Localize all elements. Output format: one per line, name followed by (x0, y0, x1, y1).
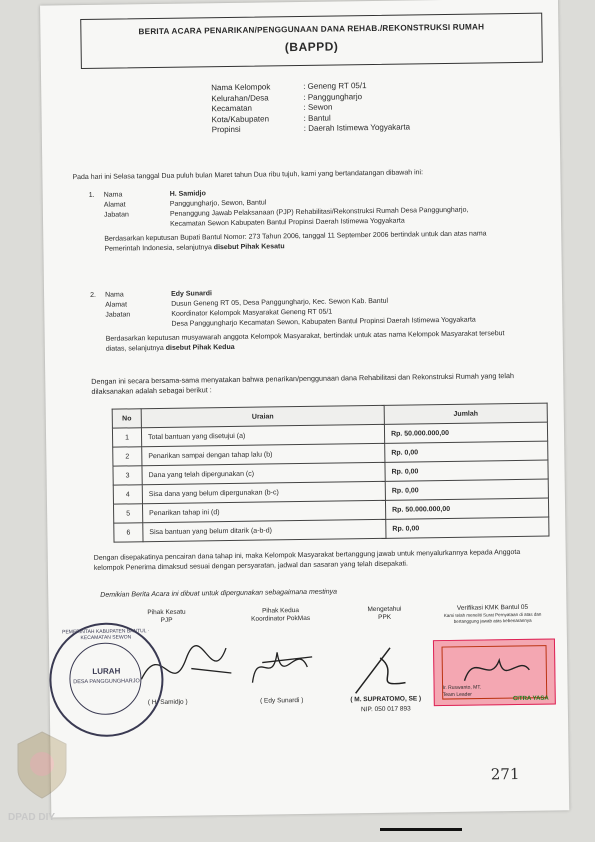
info-value: : Bantul (303, 113, 331, 123)
intro-text: Pada hari ini Selasa tanggal Dua puluh bulan Maret tahun Dua ribu tujuh, kami yang bertandatangan dibawah ini: (72, 169, 424, 182)
row-description: Total bantuan yang disetujui (a) (141, 424, 384, 446)
row-number: 2 (113, 447, 142, 466)
info-row (212, 122, 410, 135)
stamp-desa-text: DESA PANGGUNGHARJO (73, 678, 140, 686)
row-amount: Rp. 0,00 (386, 517, 549, 538)
signer-role: Verifikasi KMK Bantul 05 (456, 603, 529, 612)
title-box (80, 13, 543, 69)
signer-role: Pihak Kesatu (147, 608, 186, 617)
signer-title: PPK (378, 613, 392, 621)
company-name: CITRA YASA (512, 695, 549, 703)
party-number: 1. (88, 191, 95, 199)
verification-stamp (433, 638, 556, 706)
party-alias: disebut Pihak Kesatu (213, 243, 285, 252)
closing-paragraph: Dengan disepakatinya pencairan dana tahap ini, maka Kelompok Masyarakat bertanggung jawab untuk menyalurkannya kepada Anggota kelompok Penerima dimaksud sesuai dengan persyaratan, jadwal dan sasaran yang telah disepakati. (93, 548, 521, 572)
info-key: Kelurahan/Desa (211, 92, 269, 103)
row-amount: Rp. 0,00 (385, 460, 548, 481)
party-name: Edy Sunardi (171, 290, 212, 298)
basis-text: Berdasarkan keputusan Bupati Bantul Nomor: 273 Tahun 2006, tanggal 11 September 2006 bertindak untuk dan atas nama Pemerintah Indonesia, selanjutnya (104, 230, 487, 253)
row-number: 4 (113, 485, 142, 504)
signature-block-verifikasi (432, 604, 552, 626)
group-info (211, 80, 410, 135)
row-description: Penarikan sampai dengan tahap lalu (b) (142, 443, 385, 465)
verifier-name: Ir. Ruswanto, MT. (442, 684, 482, 692)
signer-title: Kami telah meneliti Surat Pernyataan di atas dan bertanggung jawab atas kebenarannya (443, 611, 542, 624)
signer-role: Pihak Kedua (262, 607, 299, 615)
statement-text: Dengan ini secara bersama-sama menyatakan bahwa penarikan/penggunaan dana Rehabilitasi dan Rekonstruksi Rumah yang telah dilaksanakan adalah sebagai berikut : (91, 371, 515, 396)
signer-title: PJP (160, 616, 173, 624)
closing-remark: Demikian Berita Acara ini dibuat untuk dipergunakan sebagaimana mestinya (100, 588, 338, 599)
signature-block-ppk (338, 605, 430, 714)
document-subtitle: (BAPPD) (284, 39, 339, 55)
party-basis (106, 329, 506, 355)
party-alias: disebut Pihak Kedua (165, 343, 235, 352)
info-value: : Panggungharjo (303, 91, 363, 102)
document-title: BERITA ACARA PENARIKAN/PENGGUNAAN DANA REHAB./REKONSTRUKSI RUMAH (138, 22, 485, 37)
signer-role: Mengetahui (367, 605, 402, 614)
info-key: Kecamatan (211, 103, 253, 114)
field-label: Jabatan (103, 211, 129, 219)
signature-scribble (237, 627, 328, 698)
row-amount: Rp. 0,00 (385, 479, 548, 500)
party-position-detail: Desa Panggungharjo Kecamatan Sewon, Kabupaten Bantul Propinsi Daerah Istimewa Yogyakarta (171, 316, 476, 328)
party-two (90, 285, 541, 355)
row-description: Penarikan tahap ini (d) (142, 500, 385, 522)
signature-scribble (345, 627, 426, 698)
info-value: : Daerah Istimewa Yogyakarta (303, 122, 411, 133)
signer-name: ( H. Samidjo ) (147, 698, 188, 707)
column-header: No (112, 409, 141, 428)
footer-bar (380, 828, 462, 831)
row-description: Sisa bantuan yang belum ditarik (a-b-d) (143, 519, 386, 541)
signer-name: ( Edy Sunardi ) (260, 697, 304, 705)
field-label: Nama (105, 291, 124, 299)
row-number: 6 (114, 523, 143, 542)
party-name: H. Samidjo (169, 190, 206, 198)
field-label: Nama (103, 191, 123, 199)
party-address: Panggungharjo, Sewon, Bantul (169, 199, 267, 208)
party-one (89, 185, 540, 255)
info-value: : Sewon (303, 102, 333, 112)
row-description: Sisa dana yang belum dipergunakan (b-c) (142, 481, 385, 503)
row-amount: Rp. 0,00 (385, 441, 548, 462)
archive-watermark: DPAD DIY (8, 812, 56, 823)
row-amount: Rp. 50.000.000,00 (384, 422, 547, 443)
party-position: Penanggung Jawab Pelaksanaan (PJP) Rehabilitasi/Rekonstruksi Rumah Desa Panggungharjo, Kecamatan Sewon Kabupaten Bantul Propinsi Daerah Istimewa Yogyakarta (169, 206, 469, 228)
column-header: Uraian (141, 405, 384, 427)
field-label: Jabatan (105, 311, 131, 319)
field-label: Alamat (105, 301, 128, 309)
document-sheet (40, 0, 569, 818)
row-number: 5 (113, 504, 142, 523)
row-amount: Rp. 50.000.000,00 (385, 498, 548, 519)
signer-name: ( M. SUPRATOMO, SE ) (350, 695, 422, 704)
basis-text: Berdasarkan keputusan musyawarah anggota Kelompok Masyarakat, bertindak untuk atas nama Kelompok Masyarakat tersebut diatas, selanjutnya (105, 330, 505, 353)
verifier-title: Team Leader (442, 691, 472, 699)
info-value: : Geneng RT 05/1 (303, 81, 367, 91)
column-header: Jumlah (384, 403, 547, 424)
row-number: 1 (112, 428, 141, 447)
info-key: Nama Kelompok (211, 82, 271, 93)
archive-logo-icon (14, 730, 70, 800)
signer-title: Koordinator PokMas (251, 614, 311, 623)
party-position: Koordinator Kelompok Masyarakat Geneng RT 05/1 (171, 308, 333, 318)
official-stamp (49, 622, 165, 738)
party-basis (104, 229, 504, 255)
funds-table (112, 403, 550, 543)
stamp-lurah-text: LURAH (92, 666, 121, 676)
signature-block-pjp (110, 608, 222, 707)
party-address: Dusun Geneng RT 05, Desa Panggungharjo, Kec. Sewon Kab. Bantul (171, 297, 389, 308)
party-number: 2. (90, 291, 96, 299)
info-key: Kota/Kabupaten (211, 113, 270, 124)
stamp-ring-text: PEMERINTAH KABUPATEN BANTUL · KECAMATAN SEWON (62, 628, 150, 642)
signer-nip: NIP. 050 017 893 (360, 705, 411, 714)
handwritten-page-number: 271 (490, 764, 520, 784)
field-label: Alamat (103, 201, 126, 209)
info-key: Propinsi (211, 124, 241, 135)
row-number: 3 (113, 466, 142, 485)
row-description: Dana yang telah dipergunakan (c) (142, 462, 385, 484)
signature-block-pokmas (224, 607, 336, 705)
